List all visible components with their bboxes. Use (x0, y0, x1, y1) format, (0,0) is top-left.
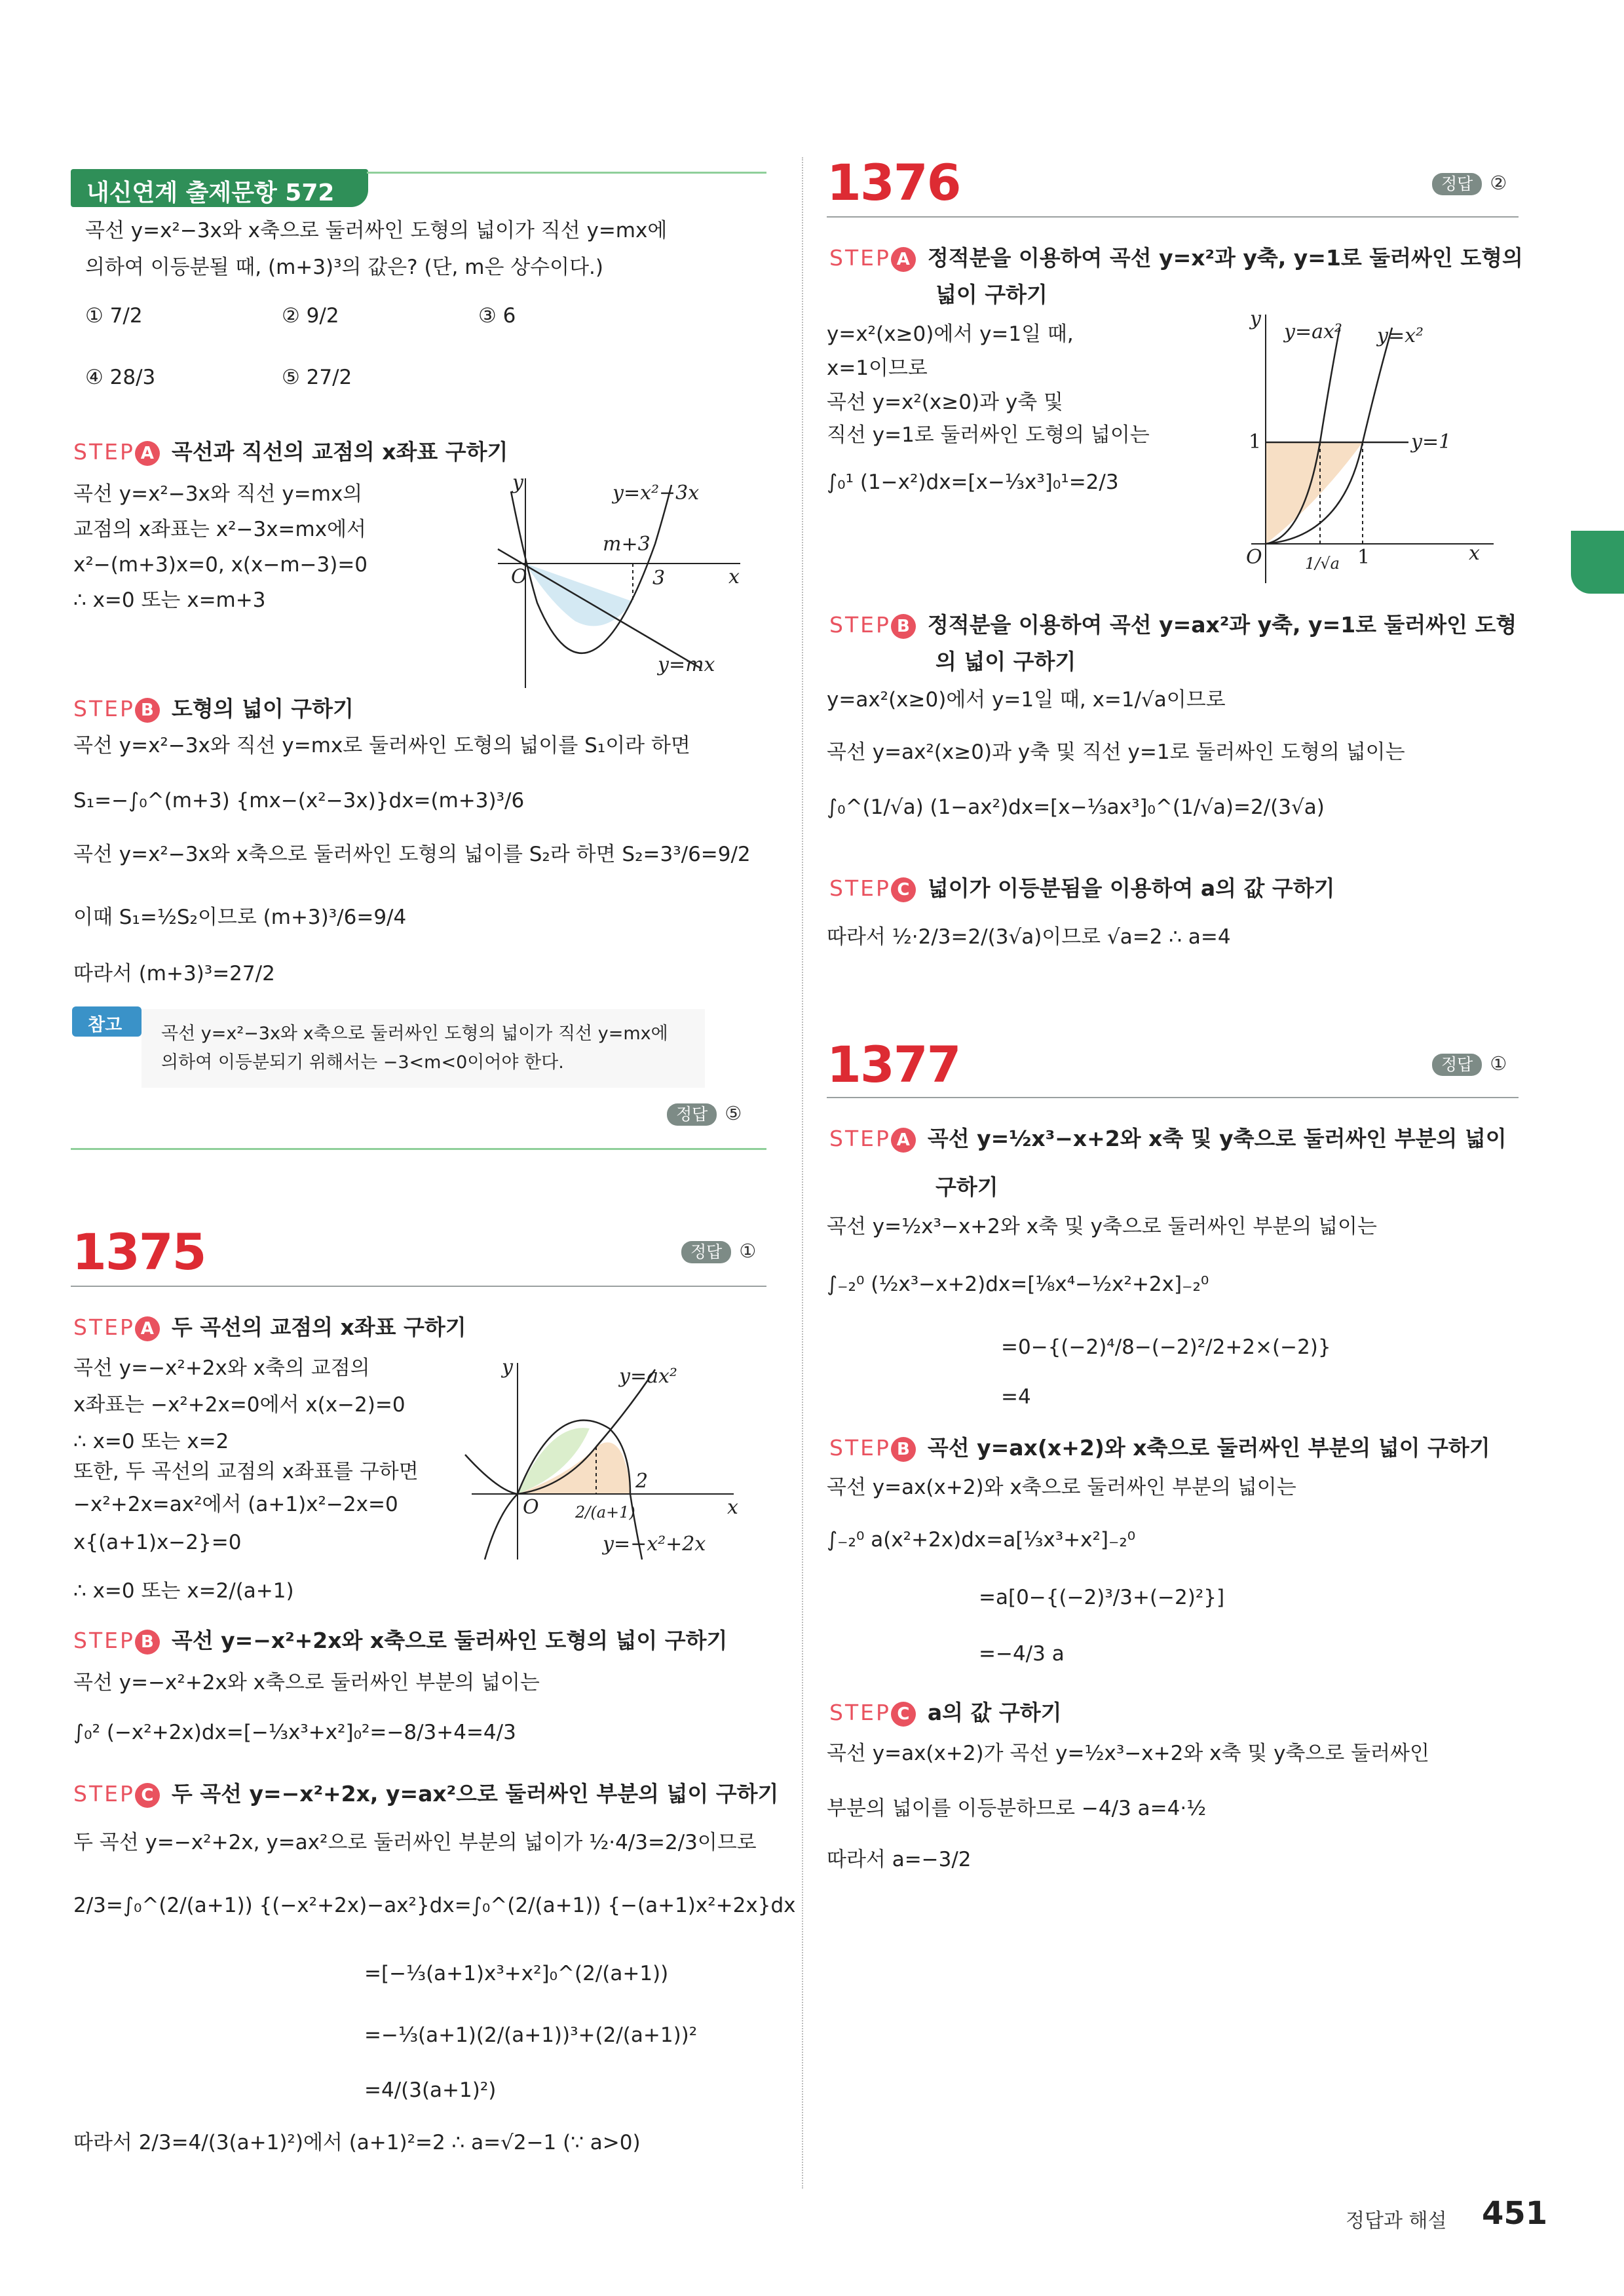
step-label: STEP (829, 612, 891, 638)
step-letter: B (891, 1437, 916, 1462)
choice-1: ① 7/2 (85, 304, 143, 328)
step-b-line: 이때 S₁=½S₂이므로 (m+3)³/6=9/4 (73, 906, 407, 929)
step-a-heading (829, 1122, 1507, 1153)
step-c-line: =−⅓(a+1)(2/(a+1))³+(2/(a+1))² (364, 2023, 698, 2047)
choice-3: ③ 6 (478, 304, 516, 328)
graph-1375 (459, 1356, 747, 1566)
step-label: STEP (73, 1314, 135, 1340)
problem-rule (71, 1286, 766, 1287)
step-letter: B (135, 698, 160, 723)
step-letter: A (891, 247, 916, 272)
step-a-line: x=1이므로 (827, 356, 928, 380)
step-a-heading (829, 241, 1523, 272)
step-a-line: 또한, 두 곡선의 교점의 x좌표를 구하면 (73, 1460, 419, 1483)
orange-region (1266, 442, 1363, 544)
step-a-line: 곡선 y=½x³−x+2와 x축 및 y축으로 둘러싸인 부분의 넓이는 (827, 1215, 1377, 1238)
curve1-label: y=ax² (1284, 320, 1342, 343)
answer-572 (667, 1102, 742, 1126)
curve2-label: y=−x²+2x (603, 1533, 706, 1556)
step-label: STEP (73, 1628, 135, 1653)
graph-1376 (1232, 308, 1500, 596)
step-b-line: =a[0−{(−2)³/3+(−2)²}] (979, 1586, 1225, 1609)
tick-2: 2 (635, 1470, 649, 1493)
step-label: STEP (829, 1700, 891, 1725)
step-title: 곡선과 직선의 교점의 x좌표 구하기 (171, 439, 508, 465)
step-a-line: x{(a+1)x−2}=0 (73, 1531, 242, 1554)
tick-1: 1 (1357, 546, 1370, 569)
step-b-line: y=ax²(x≥0)에서 y=1일 때, x=1/√a이므로 (827, 688, 1226, 712)
step-a-heading (73, 435, 508, 466)
step-b-line: 곡선 y=ax²(x≥0)과 y축 및 직선 y=1로 둘러싸인 도형의 넓이는 (827, 740, 1405, 764)
step-letter: B (135, 1630, 160, 1655)
section-divider (71, 1148, 766, 1150)
step-c-line: =[−⅓(a+1)x³+x²]₀^(2/(a+1)) (364, 1962, 669, 1985)
step-a-line: ∴ x=0 또는 x=2/(a+1) (73, 1579, 294, 1603)
step-title: 곡선 y=ax(x+2)와 x축으로 둘러싸인 부분의 넓이 구하기 (927, 1435, 1490, 1461)
problem-number: 1377 (827, 1035, 960, 1094)
problem-rule (827, 216, 1519, 218)
step-title-cont: 넓이 구하기 (935, 282, 1048, 307)
step-a-line: y=x²(x≥0)에서 y=1일 때, (827, 322, 1074, 346)
step-label: STEP (73, 439, 135, 465)
step-b-line: =−4/3 a (979, 1642, 1065, 1666)
x-axis-label: x (727, 1496, 738, 1519)
step-a-line: x좌표는 −x²+2x=0에서 x(x−2)=0 (73, 1393, 406, 1417)
problem-572-badge (71, 169, 368, 207)
tick-2-over-a1: 2/(a+1) (575, 1503, 635, 1521)
answer-badge: 정답 (1432, 173, 1482, 195)
tick-1-over-sqrt-a: 1/√a (1305, 554, 1340, 573)
side-chapter-tab (1571, 531, 1624, 594)
x-axis-label: x (728, 565, 740, 588)
answer-1375 (681, 1240, 756, 1263)
line-label: y=mx (658, 653, 715, 676)
step-c-heading (73, 1777, 778, 1808)
step-b-line: 곡선 y=x²−3x와 직선 y=mx로 둘러싸인 도형의 넓이를 S₁이라 하면 (73, 734, 690, 757)
note-badge (72, 1006, 142, 1037)
question-line-1: 곡선 y=x²−3x와 x축으로 둘러싸인 도형의 넓이가 직선 y=mx에 (85, 219, 668, 242)
step-a-line: =4 (1001, 1385, 1031, 1409)
step-title: 곡선 y=½x³−x+2와 x축 및 y축으로 둘러싸인 부분의 넓이 (927, 1126, 1507, 1151)
answer-value: ⑤ (725, 1102, 742, 1124)
step-a-line: 곡선 y=x²−3x와 직선 y=mx의 (73, 482, 363, 506)
problem-rule (827, 1097, 1519, 1098)
answer-1377 (1432, 1052, 1507, 1076)
note-badge-text: 참고 (88, 1015, 123, 1035)
choice-2: ② 9/2 (282, 304, 339, 328)
step-a-line: 교점의 x좌표는 x²−3x=mx에서 (73, 518, 366, 541)
step-a-line: x²−(m+3)x=0, x(x−m−3)=0 (73, 553, 368, 577)
answer-value: ① (1490, 1052, 1507, 1075)
step-b-line: 곡선 y=−x²+2x와 x축으로 둘러싸인 부분의 넓이는 (73, 1671, 540, 1694)
curve2-label: y=x² (1377, 324, 1424, 347)
choice-5: ⑤ 27/2 (282, 366, 352, 389)
step-a-line: ∫₀¹ (1−x²)dx=[x−⅓x³]₀¹=2/3 (827, 470, 1119, 494)
origin-label: O (1246, 546, 1262, 569)
step-a-line: −x²+2x=ax²에서 (a+1)x²−2x=0 (73, 1493, 398, 1516)
step-letter: A (135, 1316, 160, 1341)
answer-value: ① (739, 1240, 757, 1262)
badge-text: 내신연계 출제문항 572 (86, 180, 335, 206)
line-mx (498, 549, 701, 668)
step-c-line: 따라서 a=−3/2 (827, 1848, 972, 1871)
step-title-cont: 구하기 (935, 1174, 998, 1200)
y-axis-label: y (1250, 308, 1261, 330)
choice-4: ④ 28/3 (85, 366, 156, 389)
step-c-line: 곡선 y=ax(x+2)가 곡선 y=½x³−x+2와 x축 및 y축으로 둘러싸인 (827, 1742, 1429, 1765)
step-label: STEP (829, 875, 891, 901)
problem-number: 1376 (827, 153, 960, 212)
origin-label: O (511, 565, 527, 588)
y-axis-label: y (502, 1356, 513, 1379)
step-a-line: 직선 y=1로 둘러싸인 도형의 넓이는 (827, 423, 1150, 447)
step-b-line: 곡선 y=ax(x+2)와 x축으로 둘러싸인 부분의 넓이는 (827, 1476, 1296, 1499)
step-title: 두 곡선의 교점의 x좌표 구하기 (171, 1314, 466, 1340)
answer-badge: 정답 (681, 1241, 731, 1263)
step-b-line: 곡선 y=x²−3x와 x축으로 둘러싸인 도형의 넓이를 S₂라 하면 S₂=3³/6=9/2 (73, 843, 751, 866)
step-b-line: S₁=−∫₀^(m+3) {mx−(x²−3x)}dx=(m+3)³/6 (73, 789, 525, 813)
step-label: STEP (73, 696, 135, 721)
step-c-line: 부분의 넓이를 이등분하므로 −4/3 a=4·½ (827, 1797, 1207, 1820)
answer-badge: 정답 (1432, 1054, 1482, 1076)
shaded-region (525, 564, 633, 626)
step-title: 두 곡선 y=−x²+2x, y=ax²으로 둘러싸인 부분의 넓이 구하기 (171, 1781, 779, 1807)
step-letter: B (891, 614, 916, 639)
tick-m3: m+3 (603, 533, 651, 556)
step-title: 정적분을 이용하여 곡선 y=ax²과 y축, y=1로 둘러싸인 도형 (927, 612, 1517, 638)
orange-region-2 (596, 1442, 630, 1494)
step-title: 곡선 y=−x²+2x와 x축으로 둘러싸인 도형의 넓이 구하기 (171, 1628, 728, 1653)
answer-badge: 정답 (667, 1103, 717, 1126)
step-letter: A (891, 1128, 916, 1153)
step-letter: C (135, 1783, 160, 1808)
step-letter: A (135, 441, 160, 466)
badge-rule (367, 172, 766, 174)
step-b-line: ∫₀^(1/√a) (1−ax²)dx=[x−⅓ax³]₀^(1/√a)=2/(3√a) (827, 795, 1325, 819)
step-b-heading (73, 692, 354, 723)
page-number: 451 (1482, 2195, 1548, 2232)
problem-number: 1375 (72, 1223, 206, 1281)
step-a-line: =0−{(−2)⁴/8−(−2)²/2+2×(−2)} (1001, 1335, 1331, 1359)
step-a-line: 곡선 y=−x²+2x와 x축의 교점의 (73, 1356, 370, 1380)
origin-label: O (523, 1496, 539, 1519)
step-title: 정적분을 이용하여 곡선 y=x²과 y축, y=1로 둘러싸인 도형의 (927, 245, 1523, 271)
step-b-heading (829, 608, 1517, 639)
note-line: 곡선 y=x²−3x와 x축으로 둘러싸인 도형의 넓이가 직선 y=mx에 (161, 1024, 668, 1044)
step-c-line: =4/(3(a+1)²) (364, 2078, 497, 2102)
note-line: 의하여 이등분되기 위해서는 −3<m<0이어야 한다. (161, 1052, 564, 1073)
step-title: a의 값 구하기 (927, 1700, 1062, 1725)
step-b-heading (73, 1624, 727, 1655)
step-letter: C (891, 1702, 916, 1727)
step-b-heading (829, 1431, 1490, 1462)
step-c-line: 두 곡선 y=−x²+2x, y=ax²으로 둘러싸인 부분의 넓이가 ½·4/3=2/3이므로 (73, 1831, 757, 1854)
step-a-line: ∴ x=0 또는 x=2 (73, 1430, 229, 1453)
curve1-label: y=ax² (619, 1365, 677, 1388)
step-c-line: 2/3=∫₀^(2/(a+1)) {(−x²+2x)−ax²}dx=∫₀^(2/(a+1)) {−(a+1)x²+2x}dx (73, 1894, 796, 1917)
step-a-line: ∴ x=0 또는 x=m+3 (73, 588, 266, 612)
line-label: y=1 (1411, 430, 1452, 453)
step-c-line: 따라서 ½·2/3=2/(3√a)이므로 √a=2 ∴ a=4 (827, 925, 1231, 949)
step-c-line: 따라서 2/3=4/(3(a+1)²)에서 (a+1)²=2 ∴ a=√2−1 (∵ a>0) (73, 2131, 641, 2154)
step-b-line: ∫₋₂⁰ a(x²+2x)dx=a[⅓x³+x²]₋₂⁰ (827, 1528, 1136, 1552)
answer-value: ② (1490, 172, 1507, 194)
question-line-2: 의하여 이등분될 때, (m+3)³의 값은? (단, m은 상수이다.) (85, 256, 603, 279)
footer-section: 정답과 해설 (1346, 2210, 1447, 2232)
step-title: 넓이가 이등분됨을 이용하여 a의 값 구하기 (927, 875, 1335, 901)
step-title-cont: 의 넓이 구하기 (935, 649, 1076, 674)
step-a-line: ∫₋₂⁰ (½x³−x+2)dx=[⅛x⁴−½x²+2x]₋₂⁰ (827, 1272, 1209, 1296)
answer-1376 (1432, 172, 1507, 195)
step-c-heading (829, 1696, 1062, 1727)
step-a-line: 곡선 y=x²(x≥0)과 y축 및 (827, 391, 1063, 414)
y-axis-label: y (512, 472, 523, 494)
step-label: STEP (829, 1435, 891, 1461)
step-label: STEP (73, 1781, 135, 1807)
step-a-heading (73, 1311, 466, 1341)
curve-label: y=x²−3x (613, 482, 700, 505)
column-divider (802, 157, 803, 2189)
step-b-line: ∫₀² (−x²+2x)dx=[−⅓x³+x²]₀²=−8/3+4=4/3 (73, 1721, 516, 1744)
step-c-heading (829, 871, 1335, 902)
step-letter: C (891, 877, 916, 902)
tick-3: 3 (652, 567, 666, 590)
graph-572 (485, 472, 773, 688)
step-label: STEP (829, 245, 891, 271)
step-title: 도형의 넓이 구하기 (171, 696, 354, 721)
x-axis-label: x (1469, 542, 1480, 565)
y-one-label: 1 (1249, 430, 1262, 453)
step-label: STEP (829, 1126, 891, 1151)
step-b-line: 따라서 (m+3)³=27/2 (73, 962, 275, 985)
